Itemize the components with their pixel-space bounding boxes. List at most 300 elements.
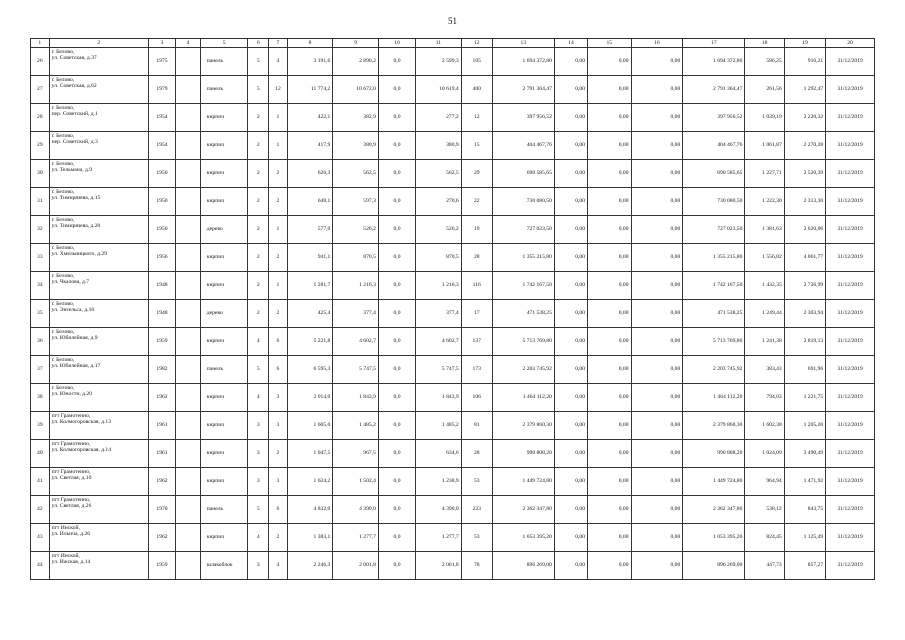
column-header: 10 xyxy=(378,39,415,48)
table-cell: 2 xyxy=(269,244,288,272)
table-cell: 730 080,50 xyxy=(492,188,554,216)
table-cell: г. Белово, ул. Тимирязева, д.15 xyxy=(49,188,148,216)
table-cell: 597,3 xyxy=(333,188,379,216)
table-cell: кирпич xyxy=(200,160,248,188)
table-cell: 3 xyxy=(248,440,269,468)
table-cell: пгт Грамотеино, ул. Колмогоровская, д.13 xyxy=(49,412,148,440)
table-cell: 3 xyxy=(248,412,269,440)
table-cell: 44 xyxy=(31,552,50,580)
table-row xyxy=(31,552,875,580)
table-row xyxy=(31,244,875,272)
table-cell: 0,00 xyxy=(631,524,683,552)
table-cell: 2 379 860,30 xyxy=(492,412,554,440)
column-header: 12 xyxy=(461,39,492,48)
table-cell: 0,0 xyxy=(378,328,415,356)
table-cell: 727 023,50 xyxy=(683,216,745,244)
table-cell: 730 080,50 xyxy=(683,188,745,216)
table-cell: 562,5 xyxy=(333,160,379,188)
table-cell: 5 xyxy=(248,76,269,104)
table-cell: 4 602,7 xyxy=(416,328,462,356)
table-cell: 0,00 xyxy=(554,412,587,440)
table-cell: 6 595,3 xyxy=(287,356,333,384)
table-cell: 1 227,71 xyxy=(745,160,784,188)
table-cell: 78 xyxy=(461,552,492,580)
table-cell: 1 602,38 xyxy=(745,412,784,440)
table-cell: 0,00 xyxy=(631,216,683,244)
table-cell: г. Белово, ул. Юности, д.20 xyxy=(49,384,148,412)
table-cell: 1962 xyxy=(149,468,176,496)
table-cell: 990 808,20 xyxy=(492,440,554,468)
table-cell: 896 269,00 xyxy=(492,552,554,580)
table-cell: 137 xyxy=(461,328,492,356)
table-cell: 0,00 xyxy=(554,216,587,244)
table-cell: 0,00 xyxy=(631,552,683,580)
table-cell: 0,00 xyxy=(631,160,683,188)
table-cell: г. Белово, ул. Советская, д.37 xyxy=(49,48,148,76)
table-cell: 31/12/2019 xyxy=(826,552,875,580)
table-cell xyxy=(175,76,200,104)
table-cell: 0,00 xyxy=(588,48,631,76)
table-cell: 0,00 xyxy=(554,132,587,160)
table-cell: 1 xyxy=(269,272,288,300)
table-cell: 1970 xyxy=(149,496,176,524)
table-cell: 0,00 xyxy=(588,412,631,440)
table-cell: 0,00 xyxy=(554,300,587,328)
table-cell: 634,6 xyxy=(416,440,462,468)
table-cell: 2 xyxy=(269,160,288,188)
table-cell: дерево xyxy=(200,300,248,328)
table-cell: 6 xyxy=(269,356,288,384)
table-cell: 17 xyxy=(461,300,492,328)
table-cell: г. Белово, ул. Советская, д.62 xyxy=(49,76,148,104)
table-cell: 0,00 xyxy=(588,328,631,356)
table-row xyxy=(31,216,875,244)
table-cell: 105 xyxy=(461,48,492,76)
table-cell: 4 602,7 xyxy=(333,328,379,356)
table-cell: 1 xyxy=(269,104,288,132)
table-row xyxy=(31,412,875,440)
table-cell: шлакоблок xyxy=(200,552,248,580)
table-cell: 400 xyxy=(461,76,492,104)
table-row xyxy=(31,300,875,328)
table-cell: 0,00 xyxy=(588,188,631,216)
table-cell: 37 xyxy=(31,356,50,384)
column-header: 7 xyxy=(269,39,288,48)
table-cell: 990 808,20 xyxy=(683,440,745,468)
table-cell: 1 205,20 xyxy=(784,412,825,440)
table-cell: 0,00 xyxy=(588,272,631,300)
column-header: 4 xyxy=(175,39,200,48)
table-cell xyxy=(175,384,200,412)
table-cell: 28 xyxy=(31,104,50,132)
table-cell: кирпич xyxy=(200,104,248,132)
table-cell: 1 241,38 xyxy=(745,328,784,356)
table-cell: 2 xyxy=(269,524,288,552)
table-cell: 1 605,0 xyxy=(287,412,333,440)
table-cell: 0,00 xyxy=(554,48,587,76)
table-cell: 4 061,77 xyxy=(784,244,825,272)
table-cell: 116 xyxy=(461,272,492,300)
table-cell: 1 061,87 xyxy=(745,132,784,160)
table-cell: 1 xyxy=(269,132,288,160)
table-cell: 0,0 xyxy=(378,216,415,244)
page-number: 51 xyxy=(448,16,457,26)
table-cell: 0,00 xyxy=(631,48,683,76)
table-row xyxy=(31,468,875,496)
table-cell: 380,9 xyxy=(416,132,462,160)
table-cell: 967,5 xyxy=(333,440,379,468)
table-cell: 0,00 xyxy=(631,356,683,384)
table-cell xyxy=(175,552,200,580)
table-cell: 0,00 xyxy=(631,104,683,132)
table-cell: пгт Грамотеино, ул. Светлая, д.10 xyxy=(49,468,148,496)
table-cell xyxy=(175,160,200,188)
table-cell: пгт Инской, ул. Ильича, д.26 xyxy=(49,524,148,552)
table-row xyxy=(31,356,875,384)
table-cell: 2 599,3 xyxy=(416,48,462,76)
table-cell: 0,00 xyxy=(588,468,631,496)
table-row xyxy=(31,328,875,356)
table-cell: 1 039,19 xyxy=(745,104,784,132)
table-cell xyxy=(175,104,200,132)
table-cell: 0,00 xyxy=(588,160,631,188)
table-cell: 1 xyxy=(269,216,288,244)
table-cell: панель xyxy=(200,76,248,104)
table-cell: 0,0 xyxy=(378,160,415,188)
column-header: 15 xyxy=(588,39,631,48)
table-cell: 28 xyxy=(461,244,492,272)
table-cell: 1950 xyxy=(149,160,176,188)
table-cell: 1 471,92 xyxy=(784,468,825,496)
table-cell: 0,00 xyxy=(554,76,587,104)
table-cell xyxy=(175,244,200,272)
table-cell: 2 620,06 xyxy=(784,216,825,244)
table-cell: г. Белово, ул. Чкалова, д.7 xyxy=(49,272,148,300)
table-row xyxy=(31,272,875,300)
table-cell: кирпич xyxy=(200,468,248,496)
table-cell: 2 819,13 xyxy=(784,328,825,356)
table-cell: 1 238,9 xyxy=(416,468,462,496)
table-cell: 0,00 xyxy=(554,272,587,300)
column-header: 16 xyxy=(631,39,683,48)
table-cell: 2 xyxy=(248,188,269,216)
table-cell: 2 xyxy=(248,272,269,300)
column-header: 14 xyxy=(554,39,587,48)
table-cell: пгт Инской, ул. Ижская, д.14 xyxy=(49,552,148,580)
table-cell: г. Белово, ул. Тимирязева, д.20 xyxy=(49,216,148,244)
table-cell: 383,43 xyxy=(745,356,784,384)
table-cell: 1 449 724,80 xyxy=(492,468,554,496)
table-cell: 2 203 745,92 xyxy=(683,356,745,384)
table-cell: 0,00 xyxy=(631,244,683,272)
table-cell: кирпич xyxy=(200,412,248,440)
table-cell: 1948 xyxy=(149,272,176,300)
table-cell: 2 xyxy=(248,132,269,160)
table-cell: 422,1 xyxy=(287,104,333,132)
table-cell: 31/12/2019 xyxy=(826,328,875,356)
table-cell: 2 736,99 xyxy=(784,272,825,300)
table-cell: 31/12/2019 xyxy=(826,412,875,440)
table-cell: 0,0 xyxy=(378,384,415,412)
table-cell: 3 xyxy=(248,468,269,496)
table-cell: 0,00 xyxy=(631,468,683,496)
table-cell: 0,0 xyxy=(378,524,415,552)
table-cell: 5 xyxy=(248,356,269,384)
table-cell: 26 xyxy=(31,48,50,76)
table-cell: 0,0 xyxy=(378,104,415,132)
table-cell: 2 xyxy=(248,300,269,328)
table-cell: 53 xyxy=(461,468,492,496)
table-cell: 5 xyxy=(248,496,269,524)
table-cell: 28 xyxy=(461,440,492,468)
table-cell: 727 023,50 xyxy=(492,216,554,244)
table-cell: 397 956,52 xyxy=(683,104,745,132)
table-cell: 857,27 xyxy=(784,552,825,580)
table-cell: 1 742 167,50 xyxy=(683,272,745,300)
table-cell: 1961 xyxy=(149,440,176,468)
table-cell: 0,00 xyxy=(588,216,631,244)
table-cell: 30 xyxy=(31,160,50,188)
table-cell: 1 694 372,80 xyxy=(492,48,554,76)
table-cell: 270,6 xyxy=(416,188,462,216)
table-cell: 2 xyxy=(269,188,288,216)
table-cell: 2 246,3 xyxy=(287,552,333,580)
table-cell: 2 001,8 xyxy=(333,552,379,580)
table-cell: 36 xyxy=(31,328,50,356)
table-cell: 0,0 xyxy=(378,552,415,580)
table-cell: 0,0 xyxy=(378,48,415,76)
table-cell: 6 xyxy=(269,496,288,524)
table-cell: 1962 xyxy=(149,524,176,552)
table-cell: 31/12/2019 xyxy=(826,524,875,552)
table-cell: г. Белово, ул. Энгельса, д.16 xyxy=(49,300,148,328)
table-cell: 1 221,75 xyxy=(784,384,825,412)
table-cell: 538,12 xyxy=(745,496,784,524)
table-cell: 824,45 xyxy=(745,524,784,552)
table-cell xyxy=(175,188,200,216)
table-cell xyxy=(175,328,200,356)
table-cell: 1 383,1 xyxy=(287,524,333,552)
table-cell: кирпич xyxy=(200,188,248,216)
table-cell: 33 xyxy=(31,244,50,272)
table-cell xyxy=(175,48,200,76)
table-cell: 0,00 xyxy=(554,244,587,272)
table-cell: 0,00 xyxy=(588,356,631,384)
table-cell: 4 390,0 xyxy=(333,496,379,524)
table-cell: 626,3 xyxy=(287,160,333,188)
table-cell: панель xyxy=(200,496,248,524)
table-cell: 40 xyxy=(31,440,50,468)
table-cell: г. Белово, пер. Советский, д.3 xyxy=(49,132,148,160)
table-cell: 1 292,47 xyxy=(784,76,825,104)
table-cell: 19 xyxy=(461,216,492,244)
table-cell: 81 xyxy=(461,412,492,440)
table-cell: 0,00 xyxy=(631,384,683,412)
table-cell: кирпич xyxy=(200,440,248,468)
table-cell: 526,2 xyxy=(416,216,462,244)
table-cell: 447,73 xyxy=(745,552,784,580)
table-cell xyxy=(175,412,200,440)
table-cell: 31/12/2019 xyxy=(826,300,875,328)
table-cell: 691,96 xyxy=(784,356,825,384)
table-cell: 471 538,25 xyxy=(683,300,745,328)
column-header: 19 xyxy=(784,39,825,48)
table-cell: кирпич xyxy=(200,132,248,160)
table-cell: 42 xyxy=(31,496,50,524)
table-row xyxy=(31,160,875,188)
table-cell: 577,0 xyxy=(287,216,333,244)
table-cell: 2 791 364,47 xyxy=(683,76,745,104)
table-cell: 0,00 xyxy=(554,496,587,524)
table-cell: 12 xyxy=(461,104,492,132)
table-cell: 843,75 xyxy=(784,496,825,524)
table-cell: 2 001,8 xyxy=(416,552,462,580)
table-cell: 1 485,2 xyxy=(333,412,379,440)
table-cell: 1 053 395,20 xyxy=(492,524,554,552)
table-cell: 32 xyxy=(31,216,50,244)
table-cell: 404 467,76 xyxy=(492,132,554,160)
table-row xyxy=(31,440,875,468)
table-cell: 1 222,30 xyxy=(745,188,784,216)
table-cell: 31 xyxy=(31,188,50,216)
table-cell: 1959 xyxy=(149,552,176,580)
table-cell: 0,00 xyxy=(554,104,587,132)
table-cell: 0,00 xyxy=(588,440,631,468)
table-cell: 31/12/2019 xyxy=(826,216,875,244)
table-cell: 29 xyxy=(31,132,50,160)
table-cell: 1 053 395,20 xyxy=(683,524,745,552)
table-cell: 2 014,0 xyxy=(287,384,333,412)
table-cell: пгт Грамотеино, ул. Колмогоровская, д.14 xyxy=(49,440,148,468)
table-cell: 0,00 xyxy=(631,300,683,328)
table-cell: 1 843,9 xyxy=(333,384,379,412)
table-cell: 2 270,28 xyxy=(784,132,825,160)
table-cell: 0,0 xyxy=(378,76,415,104)
table-cell: г. Белово, ул. Тельмана, д.9 xyxy=(49,160,148,188)
table-cell: 0,0 xyxy=(378,440,415,468)
table-cell: кирпич xyxy=(200,524,248,552)
table-cell: 3 490,49 xyxy=(784,440,825,468)
table-cell: 0,00 xyxy=(588,244,631,272)
table-cell: 10 672,0 xyxy=(333,76,379,104)
table-cell: 0,00 xyxy=(554,440,587,468)
table-cell: 1950 xyxy=(149,188,176,216)
table-cell: 1982 xyxy=(149,356,176,384)
table-cell: 1962 xyxy=(149,384,176,412)
table-cell: 1 249,44 xyxy=(745,300,784,328)
table-cell: 1 125,49 xyxy=(784,524,825,552)
table-cell: 223 xyxy=(461,496,492,524)
column-header: 17 xyxy=(683,39,745,48)
table-cell: 0,00 xyxy=(554,356,587,384)
table-cell xyxy=(175,524,200,552)
table-cell: 586,25 xyxy=(745,48,784,76)
table-cell: 377,4 xyxy=(333,300,379,328)
table-cell: 12 xyxy=(269,76,288,104)
table-cell: 690 585,65 xyxy=(492,160,554,188)
table-cell: 0,00 xyxy=(588,384,631,412)
table-cell: 941,1 xyxy=(287,244,333,272)
table-cell: 0,00 xyxy=(631,328,683,356)
table-cell: 277,2 xyxy=(416,104,462,132)
table-cell: 2 xyxy=(248,104,269,132)
table-cell: 2 220,32 xyxy=(784,104,825,132)
table-cell: 31/12/2019 xyxy=(826,76,875,104)
table-cell: 34 xyxy=(31,272,50,300)
table-cell: 2 520,39 xyxy=(784,160,825,188)
table-cell: 39 xyxy=(31,412,50,440)
table-cell: 794,03 xyxy=(745,384,784,412)
table-cell: 0,00 xyxy=(588,76,631,104)
column-header: 20 xyxy=(826,39,875,48)
table-cell: 0,00 xyxy=(588,496,631,524)
table-cell: дерево xyxy=(200,216,248,244)
table-cell: 0,00 xyxy=(631,440,683,468)
table-cell: 1948 xyxy=(149,300,176,328)
table-cell: кирпич xyxy=(200,328,248,356)
table-cell: 1959 xyxy=(149,328,176,356)
table-cell: 0,0 xyxy=(378,300,415,328)
table-cell: 1 381,63 xyxy=(745,216,784,244)
table-row xyxy=(31,188,875,216)
table-cell: 0,0 xyxy=(378,496,415,524)
table-cell: 1 449 724,80 xyxy=(683,468,745,496)
table-cell: 4 xyxy=(248,384,269,412)
table-cell: 562,5 xyxy=(416,160,462,188)
table-cell: 22 xyxy=(461,188,492,216)
table-cell: 0,00 xyxy=(554,468,587,496)
table-cell: 5 747,5 xyxy=(416,356,462,384)
table-cell: 2 xyxy=(269,300,288,328)
table-cell: 1 355 215,80 xyxy=(492,244,554,272)
table-cell: 1 843,9 xyxy=(416,384,462,412)
table-cell: 870,5 xyxy=(416,244,462,272)
table-cell: пгт Грамотеино, ул. Светлая, д.26 xyxy=(49,496,148,524)
table-cell: 2 xyxy=(269,440,288,468)
table-cell: 0,00 xyxy=(588,552,631,580)
table-cell: 0,00 xyxy=(631,412,683,440)
table-cell: 3 xyxy=(269,384,288,412)
column-header: 1 xyxy=(31,39,50,48)
table-cell: 380,9 xyxy=(333,132,379,160)
column-header: 13 xyxy=(492,39,554,48)
table-cell xyxy=(175,216,200,244)
table-cell: 648,1 xyxy=(287,188,333,216)
table-cell: 4 390,0 xyxy=(416,496,462,524)
table-row xyxy=(31,524,875,552)
table-cell: 27 xyxy=(31,76,50,104)
table-cell: 2 379 860,30 xyxy=(683,412,745,440)
table-cell xyxy=(175,440,200,468)
table-cell: 31/12/2019 xyxy=(826,244,875,272)
table-cell: 0,00 xyxy=(631,188,683,216)
table-cell: г. Белово, ул. Юбилейная, д.17 xyxy=(49,356,148,384)
table-cell: 4 xyxy=(269,552,288,580)
table-cell: 31/12/2019 xyxy=(826,188,875,216)
table-cell: 41 xyxy=(31,468,50,496)
table-cell: кирпич xyxy=(200,272,248,300)
table-cell: 0,0 xyxy=(378,188,415,216)
table-cell: 3 xyxy=(269,468,288,496)
table-cell: 1 216,3 xyxy=(333,272,379,300)
table-cell: 43 xyxy=(31,524,50,552)
table-cell: 0,0 xyxy=(378,468,415,496)
table-cell: 0,0 xyxy=(378,272,415,300)
table-cell: 4 xyxy=(248,524,269,552)
table-cell: 0,0 xyxy=(378,244,415,272)
table-cell: 2 890,2 xyxy=(333,48,379,76)
table-cell: 0,00 xyxy=(588,132,631,160)
